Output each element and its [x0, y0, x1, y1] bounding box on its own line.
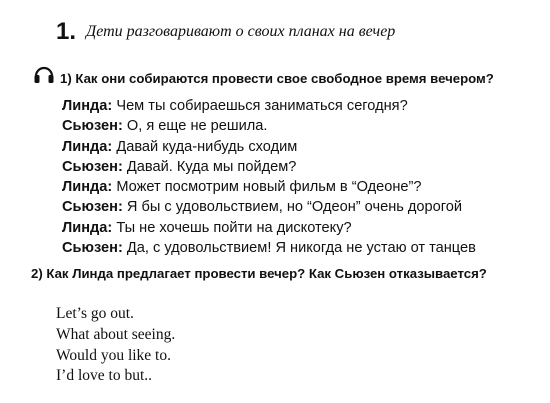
dialogue-line [62, 197, 476, 217]
dialogue-line [62, 137, 476, 157]
task2-question: 2) Как Линда предлагает провести вечер? Как Сьюзен отказывается? [31, 266, 487, 281]
dialogue-line [62, 238, 476, 258]
speaker-name: Линда: [62, 98, 113, 114]
dialogue-line [62, 157, 476, 177]
speaker-name: Сьюзен: [62, 118, 123, 135]
dialogue-text: Давай куда-нибудь сходим [116, 138, 298, 155]
dialogue-text: Я бы с удовольствием, но “Одеон” очень дорогой [126, 199, 463, 216]
phrase-item: Let’s go out. [56, 305, 134, 322]
task1-question: 1) Как они собираются провести свое свободное время вечером? [60, 71, 494, 86]
dialogue-line [62, 96, 476, 116]
phrase-list [56, 304, 175, 387]
dialogue-text: О, я еще не решила. [126, 118, 268, 135]
phrase-item: Would you like to. [56, 346, 171, 364]
phrase-item: What about seeing. [56, 325, 176, 343]
speaker-name: Сьюзен: [62, 199, 123, 216]
speaker-name: Сьюзен: [62, 240, 123, 257]
headphones-icon [33, 63, 55, 85]
speaker-name: Линда: [62, 219, 113, 236]
dialogue-text: Ты не хочешь пойти на дискотеку? [116, 219, 352, 236]
phrase-item: I’d love to but.. [56, 367, 152, 385]
dialogue-text: Да, с удовольствием! Я никогда не устаю от танцев [126, 240, 476, 257]
exercise-heading [56, 18, 395, 46]
exercise-title: Дети разговаривают о своих планах на вечер [86, 23, 396, 40]
speaker-name: Сьюзен: [62, 158, 123, 175]
speaker-name: Линда: [62, 179, 113, 196]
dialogue-line [62, 177, 476, 197]
dialogue-text: Может посмотрим новый фильм в “Одеоне”? [116, 179, 422, 196]
dialogue-line [62, 116, 476, 136]
dialogue-line [62, 218, 476, 238]
dialogue-text: Давай. Куда мы пойдем? [126, 158, 297, 175]
exercise-number: 1. [56, 18, 77, 45]
dialogue-list [62, 96, 476, 258]
speaker-name: Линда: [62, 138, 113, 155]
dialogue-text: Чем ты собираешься заниматься сегодня? [116, 98, 408, 114]
